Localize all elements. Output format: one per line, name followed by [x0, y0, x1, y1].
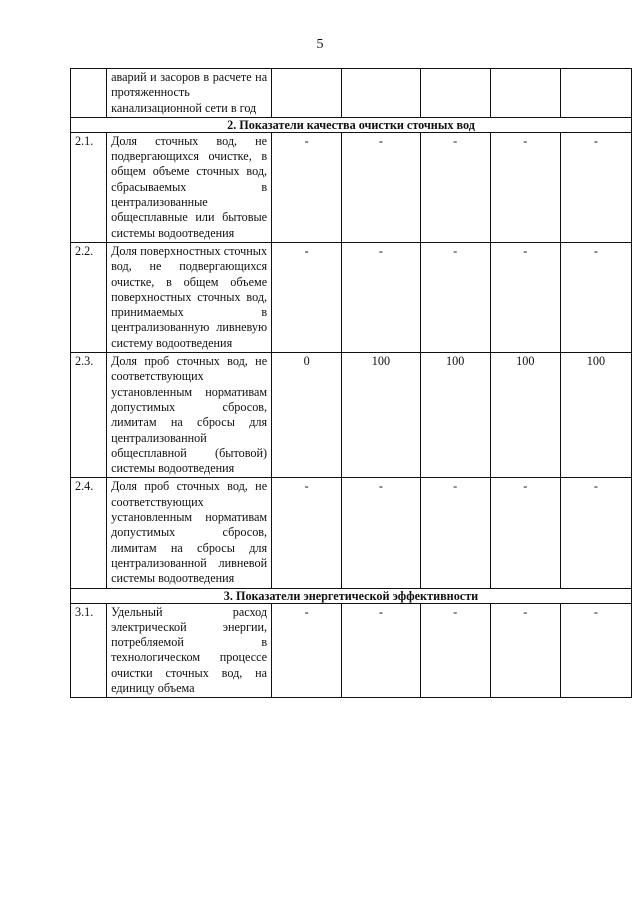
row-description: [107, 478, 272, 588]
description-line: Доля проб сточных вод,: [111, 479, 248, 494]
description-line: единицу объема: [111, 680, 195, 695]
value-cell: -: [420, 603, 490, 698]
section-header-row: [71, 117, 632, 132]
description-line: Доля проб сточных вод,: [111, 354, 248, 369]
row-number: 2.1.: [71, 132, 107, 242]
value-cell: -: [342, 478, 420, 588]
description-line: Доля поверхностных: [111, 243, 221, 258]
value-cell: 100: [420, 353, 490, 478]
table-row: [71, 242, 632, 352]
page-number: 5: [316, 37, 324, 52]
description-line: общесплавной: [111, 445, 187, 460]
description-line: объеме сточных вод,: [152, 164, 268, 179]
table-row: [71, 132, 632, 242]
table-row: [71, 69, 632, 118]
description-line: протяженность: [111, 85, 190, 100]
section-title: 3. Показатели энергетической эффективности: [71, 588, 632, 603]
description-line: централизованной: [111, 430, 207, 445]
description-line: не соответствующих: [111, 479, 268, 509]
description-line: водоотведения: [158, 571, 235, 586]
description-line: сточных вод, не: [111, 243, 268, 274]
description-line: (бытовой) системы: [111, 445, 268, 476]
value-cell: -: [420, 478, 490, 588]
description-line: объеме поверхностных: [111, 274, 268, 304]
row-number: 2.4.: [71, 478, 107, 588]
description-line: год: [239, 100, 257, 115]
row-number: 2.2.: [71, 242, 107, 352]
table-row: [71, 603, 632, 698]
section-title: 2. Показатели качества очистки сточных вод: [71, 117, 632, 132]
value-cell: -: [420, 242, 490, 352]
description-line: водоотведения: [158, 225, 235, 240]
description-line: общесплавные или: [111, 210, 215, 225]
description-line: подвергающихся: [111, 149, 199, 164]
value-cell: -: [342, 603, 420, 698]
description-line: подвергающихся: [179, 259, 268, 274]
description-line: бытовые системы: [111, 210, 268, 240]
value-cell: -: [342, 242, 420, 352]
description-line: централизованные: [111, 195, 208, 210]
description-line: Доля сточных вод, не: [111, 133, 268, 148]
description-line: технологическом: [111, 650, 201, 665]
indicators-table-body: [71, 69, 632, 698]
description-line: очистке, в общем: [111, 149, 268, 179]
description-line: расчете на: [212, 70, 268, 84]
description-line: принимаемых в: [111, 305, 268, 320]
value-cell: -: [490, 132, 560, 242]
description-line: сбрасываемых в: [111, 179, 268, 194]
value-cell: -: [420, 132, 490, 242]
description-line: сточных вод, на: [165, 665, 268, 680]
row-description: [107, 353, 272, 478]
description-line: не соответствующих: [111, 354, 268, 384]
indicators-table: [70, 68, 632, 698]
value-cell: [490, 69, 560, 118]
value-cell: 0: [272, 353, 342, 478]
value-cell: -: [272, 242, 342, 352]
value-cell: 100: [342, 353, 420, 478]
description-line: нормативам: [205, 384, 268, 399]
description-line: электрической энергии,: [111, 619, 268, 634]
description-line: ливневой системы: [111, 555, 268, 586]
description-line: нормативам: [205, 510, 268, 525]
description-line: водоотведения: [156, 335, 233, 350]
value-cell: -: [342, 132, 420, 242]
description-line: Удельный расход: [111, 604, 268, 619]
description-line: установленным: [111, 510, 193, 525]
value-cell: [342, 69, 420, 118]
section-header-row: [71, 588, 632, 603]
row-description: [107, 69, 272, 118]
value-cell: -: [490, 603, 560, 698]
value-cell: -: [272, 132, 342, 242]
description-line: лимитам на сбросы для: [111, 415, 268, 430]
value-cell: [420, 69, 490, 118]
table-row: [71, 353, 632, 478]
value-cell: 100: [490, 353, 560, 478]
description-line: очистке, в общем: [111, 274, 219, 289]
description-line: ливневую систему: [111, 320, 268, 350]
value-cell: [560, 69, 631, 118]
value-cell: -: [560, 132, 631, 242]
value-cell: 100: [560, 353, 631, 478]
row-description: [107, 603, 272, 698]
row-number: 3.1.: [71, 603, 107, 698]
description-line: лимитам на сбросы для: [111, 540, 268, 555]
description-line: водоотведения: [158, 461, 235, 476]
row-number: 2.3.: [71, 353, 107, 478]
value-cell: -: [272, 603, 342, 698]
row-description: [107, 132, 272, 242]
value-cell: -: [560, 603, 631, 698]
value-cell: -: [490, 242, 560, 352]
row-description: [107, 242, 272, 352]
description-line: потребляемой в: [111, 635, 268, 650]
description-line: аварий и засоров в: [111, 70, 210, 84]
description-line: канализационной сети в: [111, 100, 237, 115]
value-cell: -: [560, 478, 631, 588]
value-cell: [272, 69, 342, 118]
description-line: сточных вод,: [197, 289, 268, 304]
description-line: централизованную: [111, 320, 210, 335]
description-line: допустимых сбросов,: [111, 525, 268, 540]
description-line: процессе очистки: [111, 650, 268, 680]
row-number: [71, 69, 107, 118]
table-row: [71, 478, 632, 588]
description-line: централизованной: [111, 555, 207, 570]
value-cell: -: [560, 242, 631, 352]
description-line: установленным: [111, 384, 193, 399]
value-cell: -: [490, 478, 560, 588]
value-cell: -: [272, 478, 342, 588]
description-line: допустимых сбросов,: [111, 399, 268, 414]
